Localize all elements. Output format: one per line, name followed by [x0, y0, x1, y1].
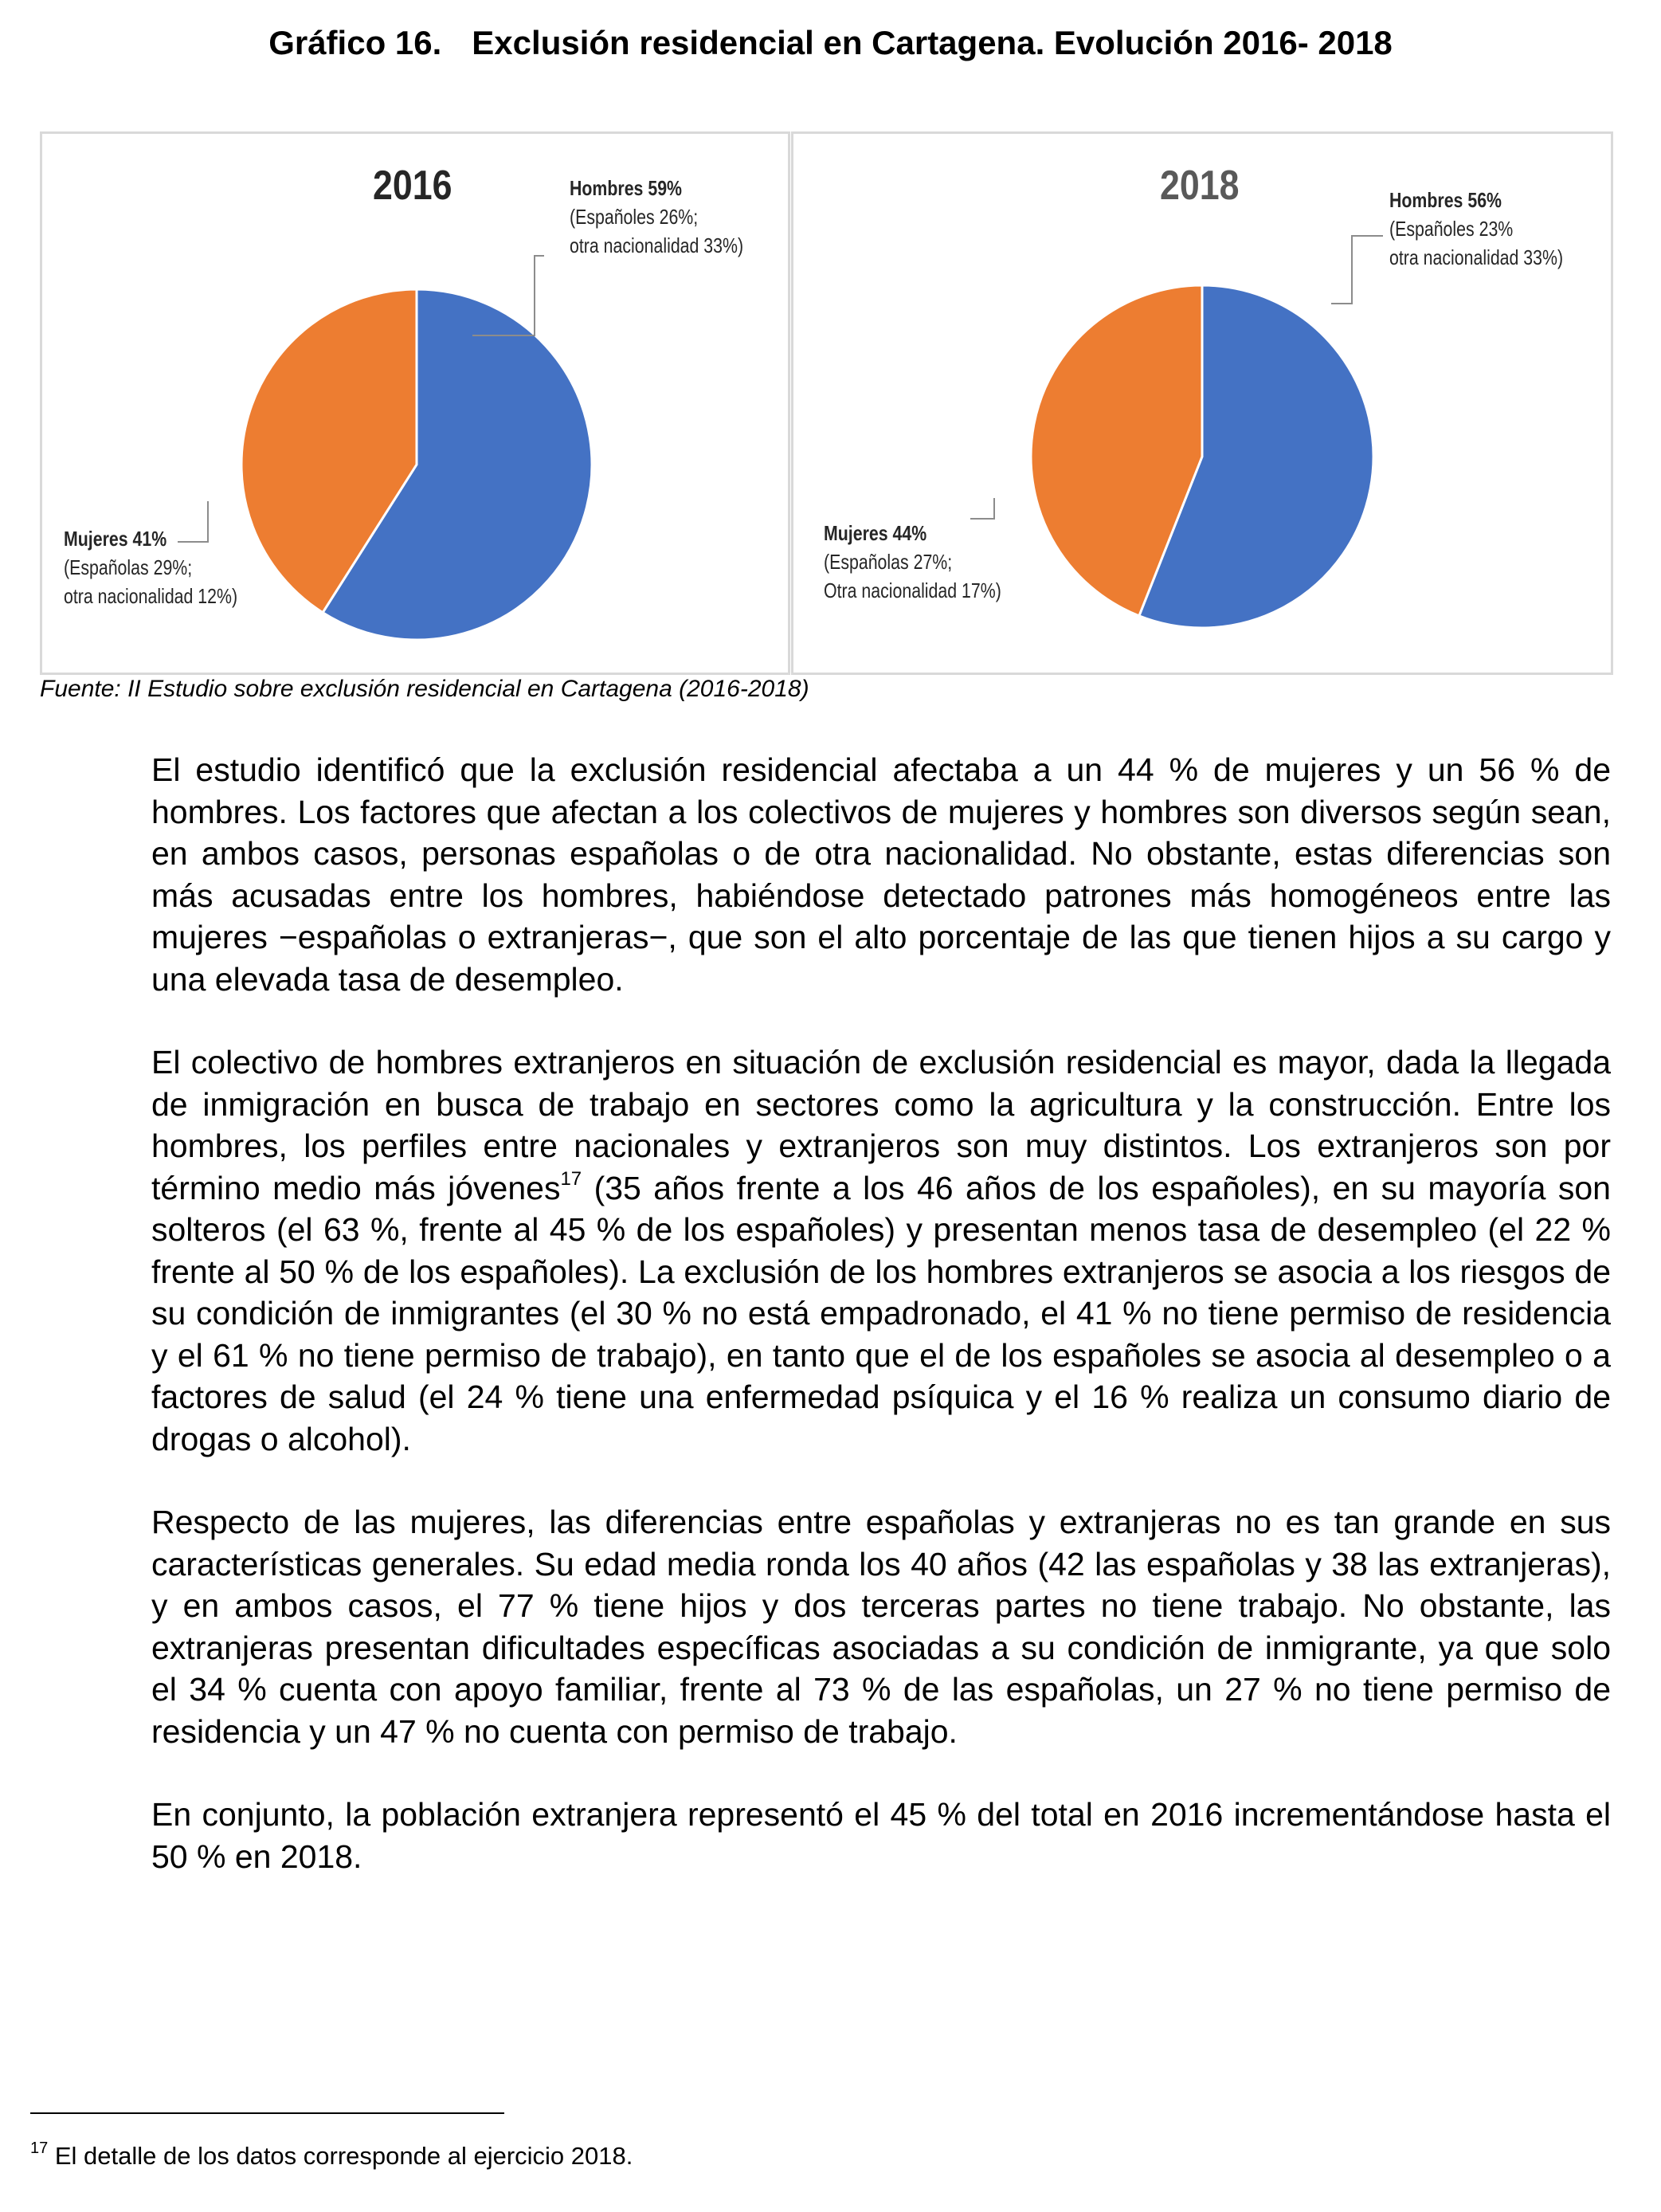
data-label-hombres-2016	[570, 174, 743, 260]
body-text	[151, 749, 1611, 1919]
paragraph-4: En conjunto, la población extranjera representó el 45 % del total en 2016 incrementándose hasta el 50 % en 2018.	[151, 1796, 1611, 1875]
paragraph-2-part-b: (35 años frente a los 46 años de los españoles), en su mayoría son solteros (el 63 %, frente al 45 % de los españoles) y presentan menos tasa de desempleo (el 22 % frente al 50 % de los españoles). La exclusión de los hombres extranjeros se asocia a los riesgos de su condición de inmigrantes (el 30 % no está empadronado, el 41 % no tiene permiso de residencia y el 61 % no tiene permiso de trabajo), en tanto que el de los españoles se asocia al desempleo o a factores de salud (el 24 % tiene una enfermedad psíquica y el 16 % realiza un consumo diario de drogas o alcohol).	[151, 1169, 1611, 1457]
figure-number: Gráfico 16.	[268, 24, 442, 61]
chart-source: Fuente: II Estudio sobre exclusión residencial en Cartagena (2016-2018)	[40, 676, 809, 702]
data-label-mujeres-2016-detail1: (Españolas 29%;	[64, 555, 193, 579]
chart-panel-2018	[791, 131, 1613, 675]
paragraph-2	[151, 1041, 1611, 1460]
data-label-hombres-2018-detail1: (Españoles 23%	[1389, 217, 1514, 241]
data-label-mujeres-2018-value: Mujeres 44%	[824, 521, 927, 545]
data-label-hombres-2018-detail2: otra nacionalidad 33%)	[1389, 245, 1564, 269]
leader-line-mujeres-2018	[970, 498, 994, 519]
footnote	[30, 2139, 633, 2171]
data-label-hombres-2016-detail1: (Españoles 26%;	[570, 205, 699, 229]
data-label-hombres-2016-value: Hombres 59%	[570, 176, 683, 200]
footnote-text: El detalle de los datos corresponde al ejercicio 2018.	[48, 2142, 633, 2170]
footnote-separator	[30, 2112, 504, 2114]
data-label-mujeres-2018	[824, 519, 1001, 605]
footnote-reference[interactable]: 17	[560, 1167, 582, 1190]
figure-title: Exclusión residencial en Cartagena. Evolución 2016- 2018	[472, 24, 1393, 61]
data-label-mujeres-2016	[64, 524, 237, 610]
data-label-mujeres-2018-detail1: (Españolas 27%;	[824, 550, 953, 574]
data-label-mujeres-2018-detail2: Otra nacionalidad 17%)	[824, 578, 1001, 602]
data-label-hombres-2018	[1389, 186, 1563, 272]
paragraph-2-part-a: El colectivo de hombres extranjeros en situación de exclusión residencial es mayor, dada la llegada de inmigración en busca de trabajo en sectores como la agricultura y la construcción. Entre los hombres, los perfiles entre nacionales y extranjeros son muy distintos. Los extranjeros son por término medio más jóvenes	[151, 1044, 1611, 1206]
data-label-hombres-2018-value: Hombres 56%	[1389, 188, 1502, 212]
chart-title-2018: 2018	[1160, 163, 1240, 209]
chart-title-2016: 2016	[373, 163, 452, 209]
paragraph-3: Respecto de las mujeres, las diferencias entre españolas y extranjeras no es tan grande en sus características generales. Su edad media ronda los 40 años (42 las españolas y 38 las extranjeras), y en ambos casos, el 77 % tiene hijos y dos terceras partes no tiene trabajo. No obstante, las extranjeras presentan dificultades específicas asociadas a su condición de inmigrante, ya que solo el 34 % cuenta con apoyo familiar, frente al 73 % de las españolas, un 27 % no tiene permiso de residencia y un 47 % no cuenta con permiso de trabajo.	[151, 1504, 1611, 1750]
data-label-mujeres-2016-value: Mujeres 41%	[64, 527, 167, 551]
leader-line-hombres-2018	[1331, 236, 1383, 304]
footnote-mark: 17	[30, 2139, 49, 2157]
data-label-mujeres-2016-detail2: otra nacionalidad 12%)	[64, 584, 238, 608]
data-label-hombres-2016-detail2: otra nacionalidad 33%)	[570, 233, 744, 257]
figure-caption	[0, 24, 1661, 62]
paragraph-1: El estudio identificó que la exclusión residencial afectaba a un 44 % de mujeres y un 56 % de hombres. Los factores que afectan a los colectivos de mujeres y hombres son diversos según sean, en ambos casos, personas españolas o de otra nacionalidad. No obstante, estas diferencias son más acusadas entre los hombres, habiéndose detectado patrones más homogéneos entre las mujeres −españolas o extranjeras−, que son el alto porcentaje de las que tienen hijos a su cargo y una elevada tasa de desempleo.	[151, 751, 1611, 998]
chart-panel-2016	[40, 131, 790, 675]
